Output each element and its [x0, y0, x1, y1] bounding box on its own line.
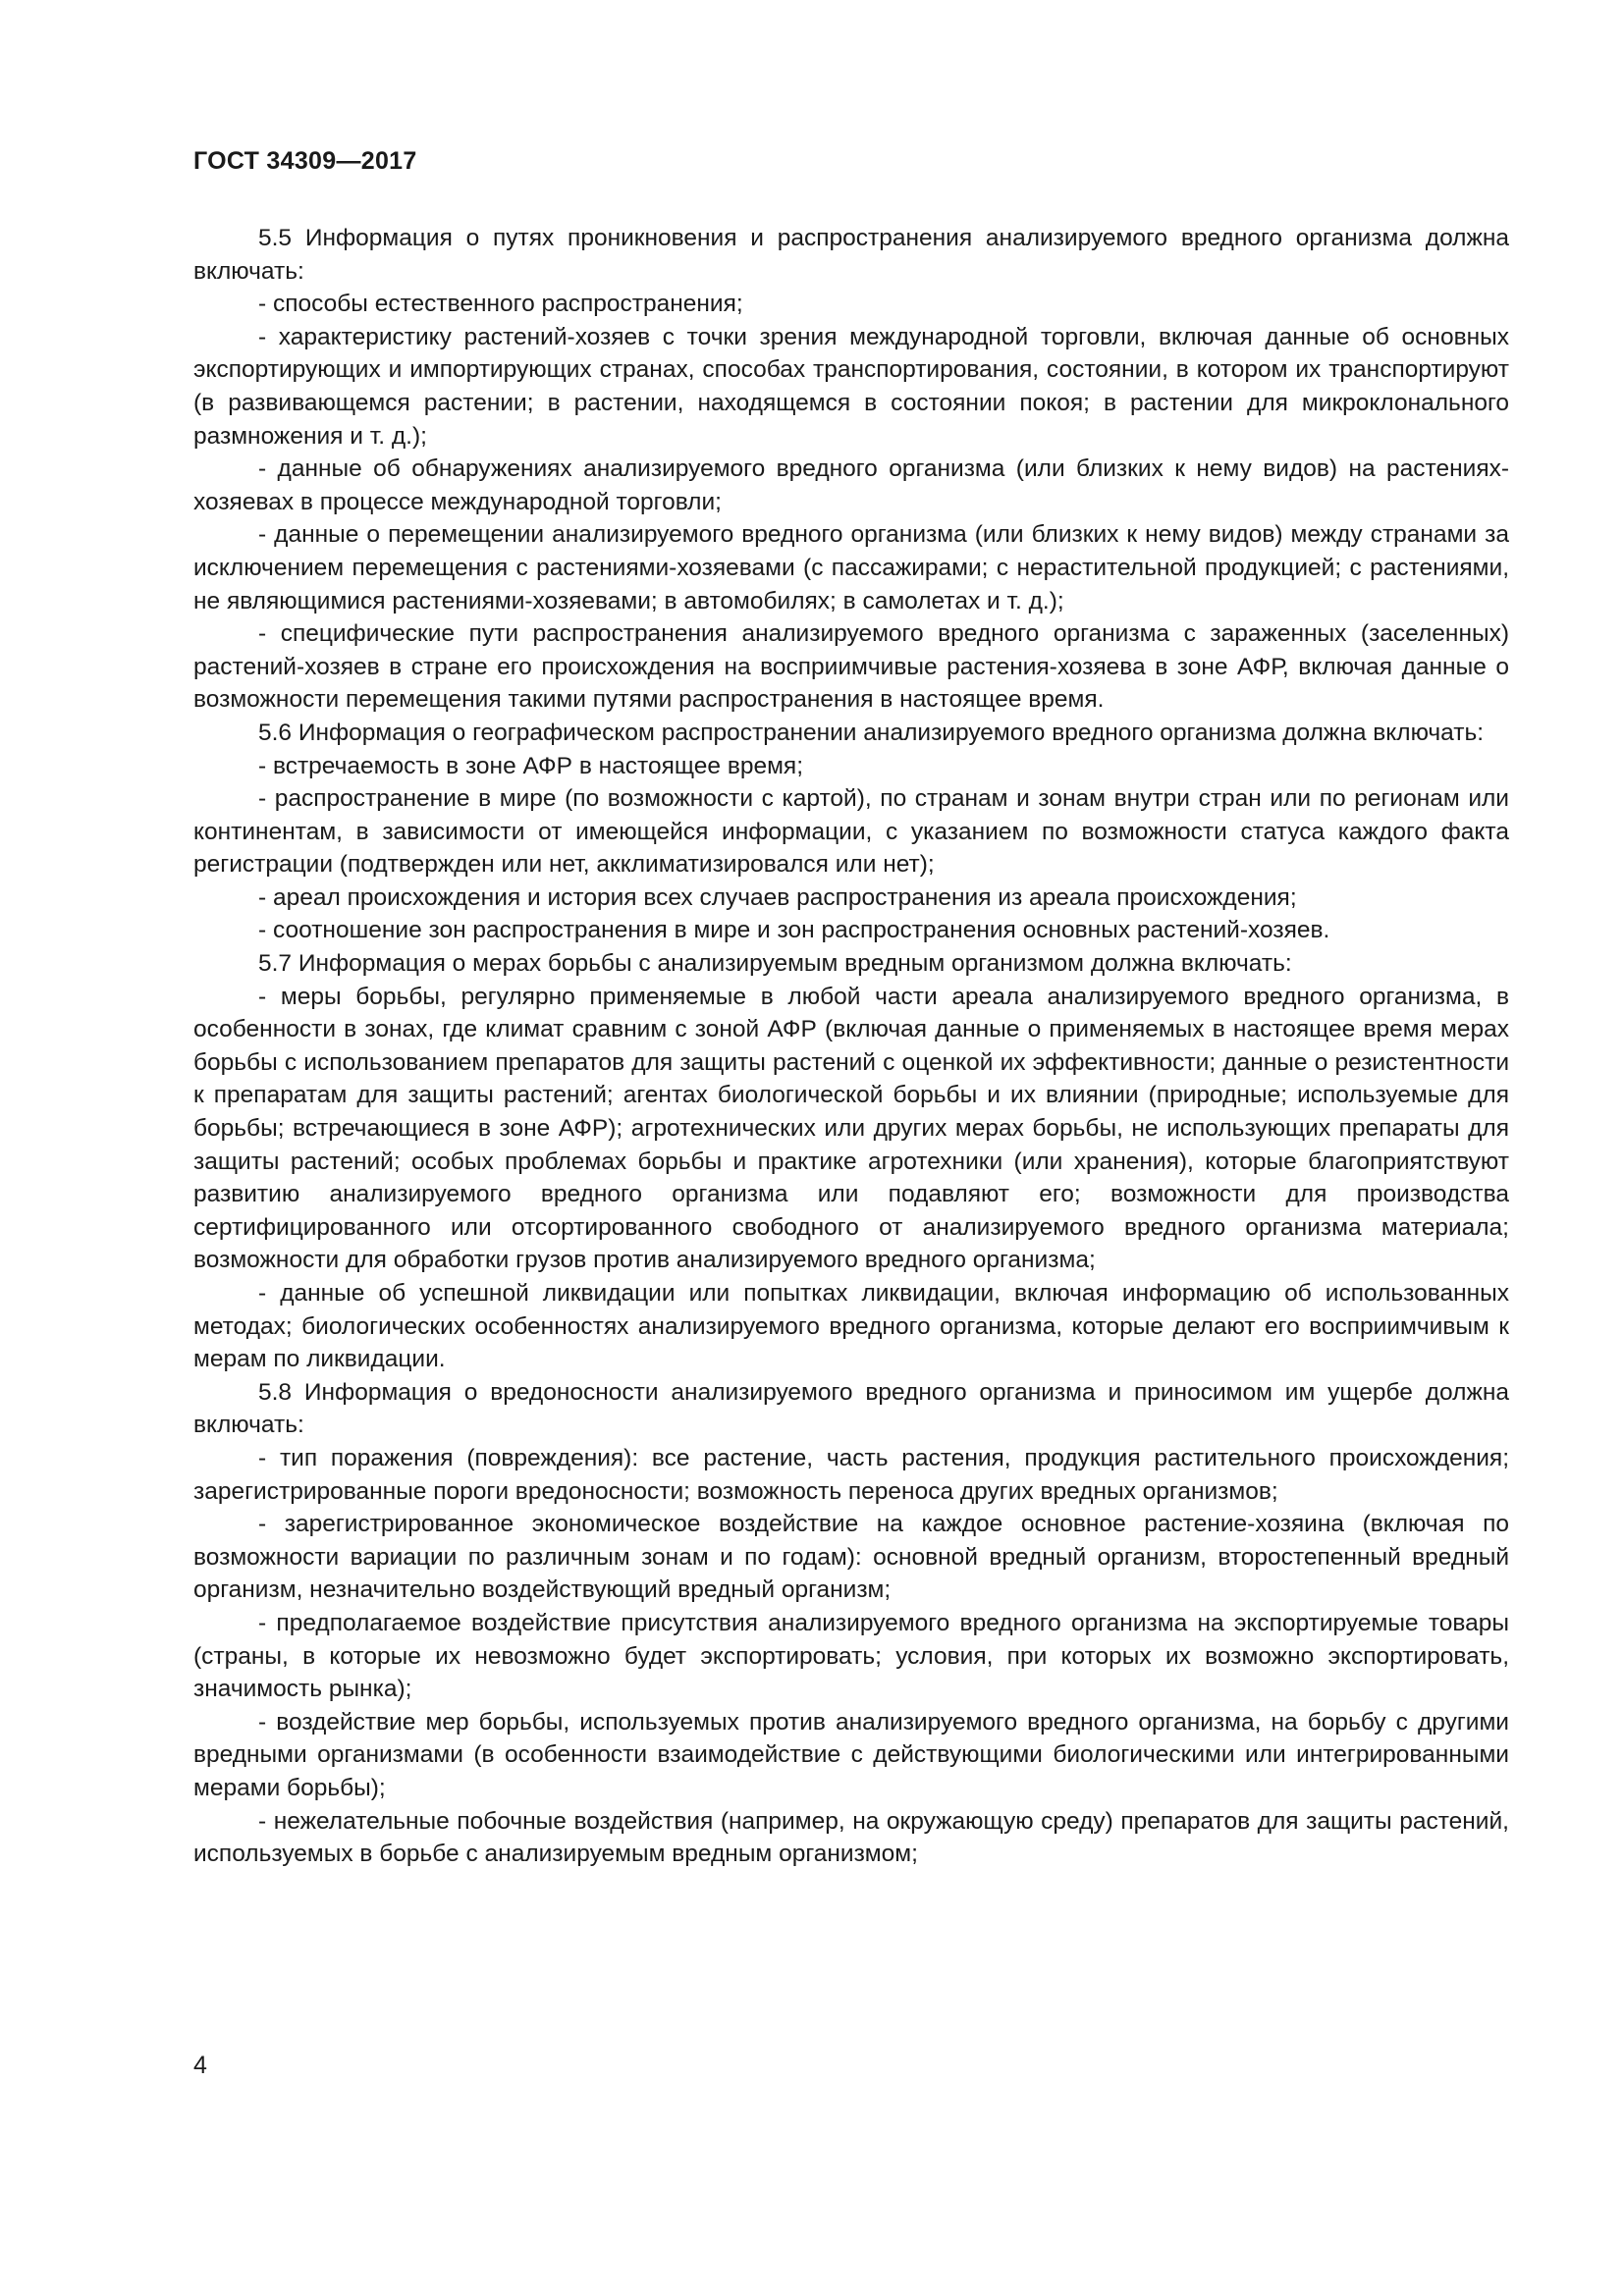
document-code-header: ГОСТ 34309—2017 [193, 147, 417, 175]
list-item: - нежелательные побочные воздействия (например, на окружающую среду) препаратов для защиты растений, используемых в борьбе с анализируемым вредным организмом; [193, 1807, 1509, 1868]
list-item: - данные о перемещении анализируемого вредного организма (или близких к нему видов) между странами за исключением перемещения с растениями-хозяевами (с пассажирами; с нерастительной продукцией; с растениями, не являющимися растениями-хозяевами; в автомобилях; в самолетах и т. д.); [193, 521, 1509, 614]
paragraph-5-6-intro: 5.6 Информация о географическом распространении анализируемого вредного организма должна включать: [258, 719, 1485, 746]
list-item: - соотношение зон распространения в мире и зон распространения основных растений-хозяев. [258, 917, 1330, 944]
list-item: - тип поражения (повреждения): все растение, часть растения, продукция растительного происхождения; зарегистрированные пороги вредоносности; возможность переноса других вредных организмов; [193, 1444, 1509, 1505]
paragraph-5-7-intro: 5.7 Информация о мерах борьбы с анализируемым вредным организмом должна включать: [258, 950, 1292, 978]
list-item: - данные об успешной ликвидации или попытках ликвидации, включая информацию об использованных методах; биологических особенностях анализируемого вредного организма, которые делают его восприимчивым к мерам по ликвидации. [193, 1280, 1509, 1373]
list-item: - предполагаемое воздействие присутствия анализируемого вредного организма на экспортируемые товары (страны, в которые их невозможно будет экспортировать; условия, при которых их возможно экспортировать, значимость рынка); [193, 1609, 1509, 1703]
list-item: - зарегистрированное экономическое воздействие на каждое основное растение-хозяина (включая по возможности вариации по различным зонам и по годам): основной вредный организм, второстепенный вредный организм, незначительно воздействующий вредный организм; [193, 1511, 1509, 1604]
list-item: - встречаемость в зоне АФР в настоящее время; [258, 752, 804, 779]
list-item: - воздействие мер борьбы, используемых против анализируемого вредного организма, на борьбу с другими вредными организмами (в особенности взаимодействие с действующими биологическими или интегрированными мерами борьбы); [193, 1708, 1509, 1801]
list-item: - характеристику растений-хозяев с точки зрения международной торговли, включая данные об основных экспортирующих и импортирующих странах, способах транспортирования, состоянии, в котором их транспортируют (в развивающемся растении; в растении, находящемся в состоянии покоя; в растении для микроклонального размножения и т. д.); [193, 323, 1509, 450]
list-item: - распространение в мире (по возможности с картой), по странам и зонам внутри стран или по регионам или континентам, в зависимости от имеющейся информации, с указанием по возможности статуса каждого факта регистрации (подтвержден или нет, акклиматизировался или нет); [193, 785, 1509, 879]
list-item: - способы естественного распространения; [258, 291, 743, 318]
paragraph-5-8-intro: 5.8 Информация о вредоносности анализируемого вредного организма и приносимом им ущербе должна включать: [193, 1378, 1509, 1439]
list-item: - данные об обнаружениях анализируемого вредного организма (или близких к нему видов) на растениях-хозяевах в процессе международной торговли; [193, 455, 1509, 515]
page-number: 4 [193, 2052, 207, 2079]
list-item: - ареал происхождения и история всех случаев распространения из ареала происхождения; [258, 883, 1297, 911]
list-item: - меры борьбы, регулярно применяемые в любой части ареала анализируемого вредного организма, в особенности в зонах, где климат сравним с зоной АФР (включая данные о применяемых в настоящее время мерах борьбы с использованием препаратов для защиты растений с оценкой их эффективности; данные о резистентности к препаратам для защиты растений; агентах биологической борьбы и их влиянии (природные; используемые для борьбы; встречающиеся в зоне АФР); агротехнических или других мерах борьбы, не использующих препараты для защиты растений; особых проблемах борьбы и практике агротехники (или хранения), которые благоприятствуют развитию анализируемого вредного организма или подавляют его; возможности для производства сертифицированного или отсортированного свободного от анализируемого вредного организма материала; возможности для обработки грузов против анализируемого вредного организма; [193, 983, 1509, 1274]
paragraph-5-5-intro: 5.5 Информация о путях проникновения и распространения анализируемого вредного организма должна включать: [193, 225, 1509, 285]
list-item: - специфические пути распространения анализируемого вредного организма с зараженных (заселенных) растений-хозяев в стране его происхождения на восприимчивые растения-хозяева в зоне АФР, включая данные о возможности перемещения такими путями распространения в настоящее время. [193, 620, 1509, 714]
document-body [193, 222, 1509, 1871]
